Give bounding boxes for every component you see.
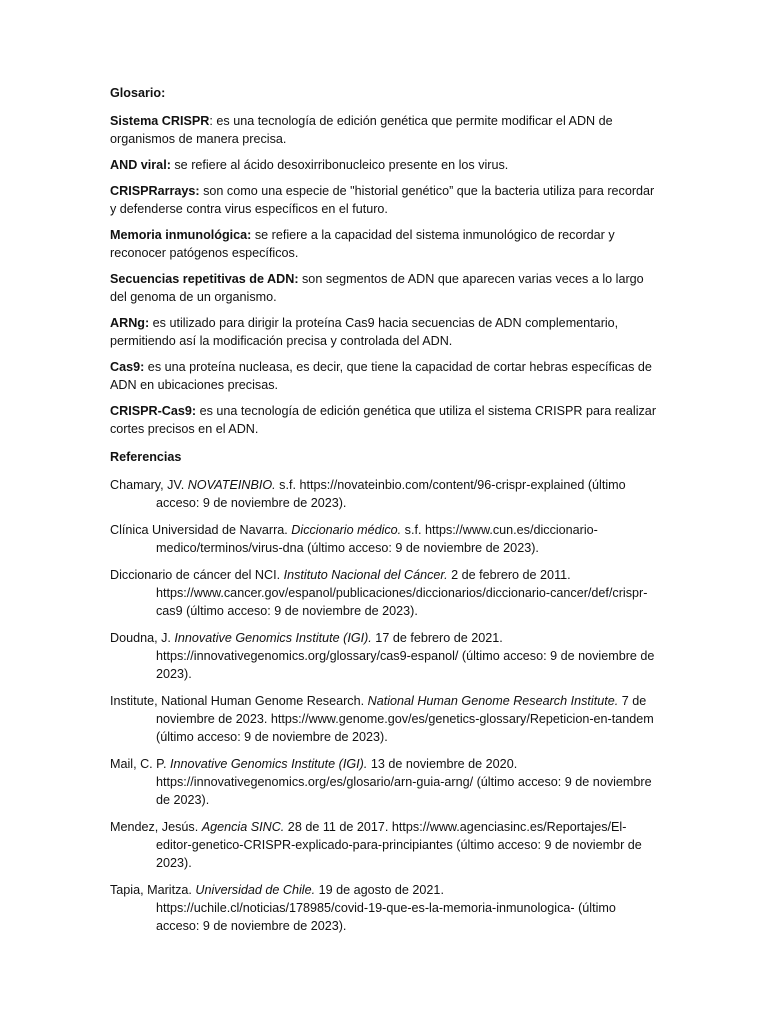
- glossary-term-separator: :: [209, 114, 213, 128]
- reference-details: 28 de 11 de 2017. https://www.agenciasinc.es/Reportajes/El-editor-genetico-CRISPR-explicado-para-principiantes (último acceso: 9 de noviembr de 2023).: [156, 820, 642, 870]
- glossary-term: CRISPR-Cas9:: [110, 404, 197, 418]
- reference-item: [110, 629, 658, 683]
- reference-details: s.f. https://www.cun.es/diccionario-medico/terminos/virus-dna (último acceso: 9 de noviembre de 2023).: [156, 523, 598, 555]
- glossary-definition: es una tecnología de edición genética que permite modificar el ADN de organismos de manera precisa.: [110, 114, 613, 146]
- glossary-entry: [110, 112, 658, 148]
- document-page: [110, 84, 658, 944]
- reference-item: [110, 476, 658, 512]
- reference-author: Diccionario de cáncer del NCI.: [110, 568, 284, 582]
- glossary-entry: [110, 402, 658, 438]
- glossary-term: AND viral:: [110, 158, 171, 172]
- reference-source: Agencia SINC.: [201, 820, 285, 834]
- glossary-term: CRISPRarrays:: [110, 184, 200, 198]
- reference-item: [110, 692, 658, 746]
- reference-details: 2 de febrero de 2011. https://www.cancer.gov/espanol/publicaciones/diccionarios/diccionario-cancer/def/crispr-cas9 (último acceso: 9 de noviembre de 2023).: [156, 568, 648, 618]
- reference-source: Innovative Genomics Institute (IGI).: [174, 631, 372, 645]
- glossary-term: Secuencias repetitivas de ADN:: [110, 272, 299, 286]
- glossary-entry: [110, 226, 658, 262]
- glossary-definition: es utilizado para dirigir la proteína Cas9 hacia secuencias de ADN complementario, permitiendo así la modificación precisa y controlada del ADN.: [110, 316, 619, 348]
- reference-item: [110, 881, 658, 935]
- reference-source: Diccionario médico.: [291, 523, 402, 537]
- glossary-entry: [110, 156, 658, 174]
- reference-details: 17 de febrero de 2021. https://innovativegenomics.org/glossary/cas9-espanol/ (último acceso: 9 de noviembre de 2023).: [156, 631, 655, 681]
- reference-details: 7 de noviembre de 2023. https://www.genome.gov/es/genetics-glossary/Repeticion-en-tandem (último acceso: 9 de noviembre de 2023).: [156, 694, 654, 744]
- reference-item: [110, 566, 658, 620]
- reference-item: [110, 521, 658, 557]
- reference-details: 13 de noviembre de 2020. https://innovativegenomics.org/es/glosario/arn-guia-arng/ (último acceso: 9 de noviembre de 2023).: [156, 757, 652, 807]
- reference-author: Chamary, JV.: [110, 478, 188, 492]
- glossary-term: Cas9:: [110, 360, 145, 374]
- references-heading: Referencias: [110, 450, 182, 464]
- reference-source: Innovative Genomics Institute (IGI).: [169, 757, 368, 771]
- reference-source: NOVATEINBIO.: [187, 478, 276, 492]
- glossary-definition: son segmentos de ADN que aparecen varias veces a lo largo del genoma de un organismo.: [110, 272, 644, 304]
- reference-details: s.f. https://novateinbio.com/content/96-crispr-explained (último acceso: 9 de noviembre de 2023).: [156, 478, 626, 510]
- reference-author: Mendez, Jesús.: [110, 820, 202, 834]
- glossary-definition: se refiere al ácido desoxirribonucleico presente en los virus.: [170, 158, 509, 172]
- glossary-definition: son como una especie de "historial genético” que la bacteria utiliza para recordar y defenderse contra virus específicos en el futuro.: [110, 184, 655, 216]
- glossary-entry: [110, 182, 658, 218]
- glossary-term: Sistema CRISPR: [110, 114, 210, 128]
- glossary-entry: [110, 314, 658, 350]
- glossary-heading: Glosario:: [110, 86, 166, 100]
- reference-author: Doudna, J.: [110, 631, 175, 645]
- glossary-definition: es una proteína nucleasa, es decir, que tiene la capacidad de cortar hebras específicas de ADN en ubicaciones precisas.: [110, 360, 652, 392]
- reference-details: 19 de agosto de 2021. https://uchile.cl/noticias/178985/covid-19-que-es-la-memoria-inmunologica- (último acceso: 9 de noviembre de 2023).: [156, 883, 616, 933]
- reference-author: Clínica Universidad de Navarra.: [110, 523, 292, 537]
- glossary-definition: es una tecnología de edición genética que utiliza el sistema CRISPR para realizar cortes precisos en el ADN.: [110, 404, 657, 436]
- reference-author: Tapia, Maritza.: [110, 883, 196, 897]
- reference-item: [110, 818, 658, 872]
- reference-author: Mail, C. P.: [110, 757, 170, 771]
- glossary-entry: [110, 270, 658, 306]
- reference-source: National Human Genome Research Institute.: [367, 694, 619, 708]
- glossary-term: ARNg:: [110, 316, 150, 330]
- reference-source: Universidad de Chile.: [195, 883, 316, 897]
- glossary-definition: se refiere a la capacidad del sistema inmunológico de recordar y reconocer patógenos específicos.: [110, 228, 615, 260]
- reference-author: Institute, National Human Genome Research.: [110, 694, 368, 708]
- glossary-term: Memoria inmunológica:: [110, 228, 252, 242]
- glossary-entry: [110, 358, 658, 394]
- reference-source: Instituto Nacional del Cáncer.: [283, 568, 448, 582]
- reference-item: [110, 755, 658, 809]
